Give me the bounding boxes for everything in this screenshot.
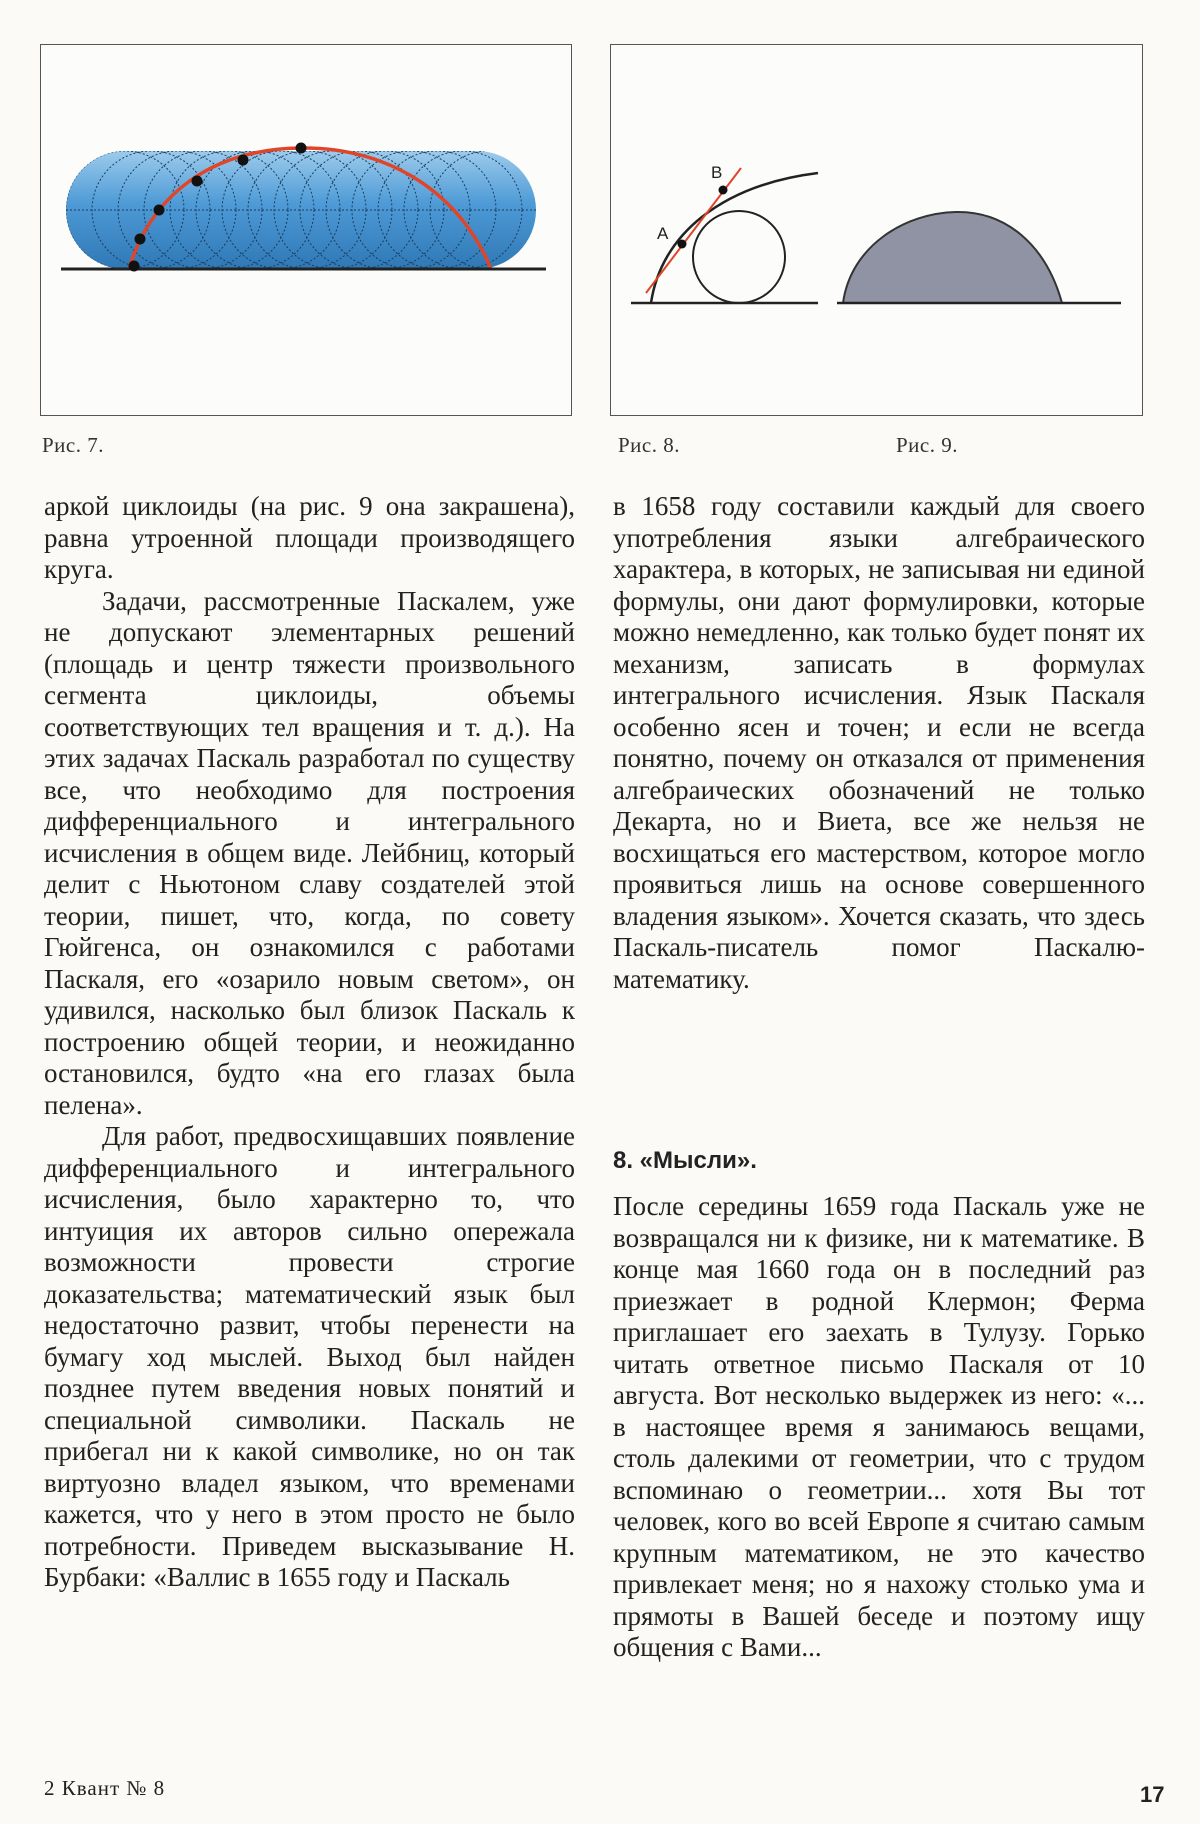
- figure-7: [40, 44, 572, 416]
- figure-7-caption: Рис. 7.: [42, 433, 104, 457]
- right-column: [613, 491, 1145, 995]
- left-paragraph-3: Для работ, предвосхищавших появление дифференциального и интегрального исчисления, было характерно то, что интуиция их авторов сильно опережала возможности провести строгие доказательства; математический язык был недостаточно развит, чтобы перенести на бумагу ход мыслей. Выход был найден позднее путем введения новых понятий и специальной символики. Паскаль не прибегал ни к какой символике, но он так виртуозно владел языком, что временами кажется, что у него в этом просто не было потребности. Приведем высказывание Н. Бурбаки: «Валлис в 1655 году и Паскаль: [44, 1121, 575, 1592]
- fig8-curve: [651, 173, 818, 303]
- right-paragraph-2: После середины 1659 года Паскаль уже не возвращался ни к физике, ни к математике. В конце мая 1660 года он в последний раз приезжает в родной Клермон; Ферма приглашает его заехать в Тулузу. Горько читать ответное письмо Паскаля от 10 августа. Вот несколько выдержек из него: «... в настоящее время я занимаюсь вещами, столь далекими от геометрии, что с трудом вспоминаю о геометрии... хотя Вы тот человек, кого во всей Европе я считаю самым крупным математиком, не это качество привлекает меня; но я нахожу столько ума и прямоты в Вашей беседе и поэтому ищу общения с Вами...: [613, 1191, 1145, 1662]
- footer-signature: 2 Квант № 8: [44, 1776, 166, 1800]
- fig8-point-a: [678, 240, 687, 249]
- left-paragraph-2: Задачи, рассмотренные Паскалем, уже не допускают элементарных решений (площадь и центр тяжести произвольного сегмента циклоиды, объемы соответствующих тел вращения и т. д.). На этих задачах Паскаль разработал по существу все, что необходимо для построения дифференциального и интегрального исчисления в общем виде. Лейбниц, который делит с Ньютоном славу создателей этой теории, пишет, что, когда, по совету Гюйгенса, он ознакомился с работами Паскаля, его «озарило новым светом», он удивился, насколько был близок Паскаль к построению общей теории, и неожиданно остановился, будто «на его глазах была пелена».: [44, 585, 575, 1120]
- fig8-point-b: [719, 186, 728, 195]
- section-heading: 8. «Мысли».: [613, 1147, 757, 1174]
- figure-9-caption: Рис. 9.: [896, 433, 958, 457]
- right-paragraph-1: в 1658 году составили каждый для своего употребления языки алгебраического характера, в которых, не записывая ни единой формулы, они дают формулировки, которые можно немедленно, как только будет понят их механизм, записать в формулах интегрального исчисления. Язык Паскаля особенно ясен и точен; и если не всегда понятно, почему он отказался от применения алгебраических обозначений не только Декарта, но и Виета, все же нельзя не восхищаться его мастерством, которое могло проявиться лишь на основе совершенного владения языком». Хочется сказать, что здесь Паскаль-писатель помог Паскалю-математику.: [613, 491, 1145, 994]
- fig9-shaded-arch: [843, 212, 1062, 303]
- fig8-circle: [693, 211, 785, 303]
- figure-8-9-drawing: [611, 45, 1142, 415]
- fig8-label-a: A: [657, 224, 669, 243]
- fig8-label-b: B: [711, 163, 723, 182]
- cycloid-figure: [41, 45, 571, 415]
- figure-8-caption: Рис. 8.: [618, 433, 680, 457]
- figure-8-9: [610, 44, 1143, 416]
- left-column: [44, 491, 575, 1594]
- right-column-section-8: [613, 1191, 1145, 1664]
- left-paragraph-1: аркой циклоиды (на рис. 9 она закрашена), равна утроенной площади производящего круга.: [44, 491, 575, 584]
- page-number: 17: [1140, 1782, 1165, 1807]
